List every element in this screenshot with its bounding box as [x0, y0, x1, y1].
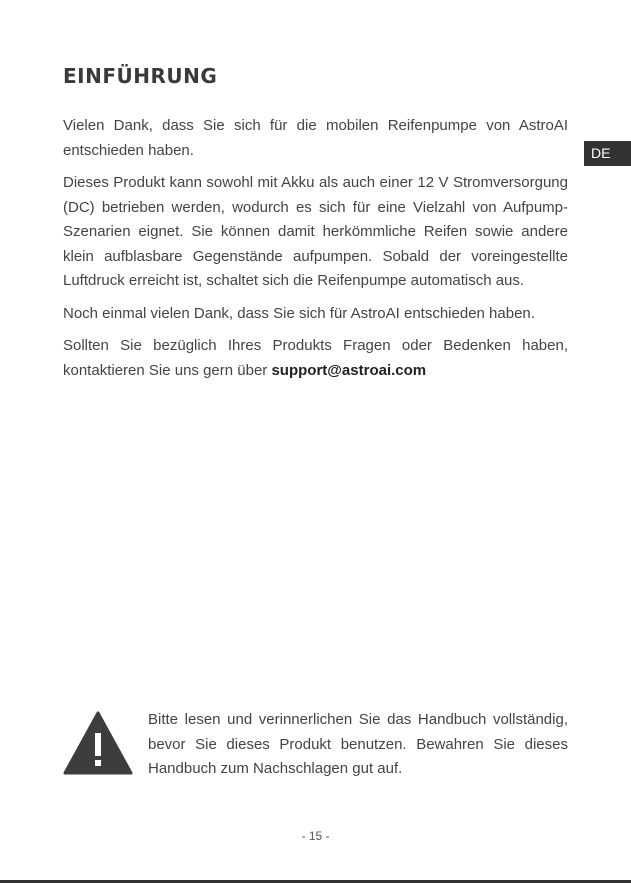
- language-tab: DE: [584, 141, 631, 166]
- paragraph-product-description: Dieses Produkt kann sowohl mit Akku als auch einer 12 V Stromversorgung (DC) betrieben werden, wodurch es sich für eine Vielzahl von Aufpump-Szenarien eignet. Sie können damit herkömmliche Reifen sowie andere klein aufblasbare Gegenstände aufpumpen. Sobald der voreingestellte Luftdruck erreicht ist, schaltet sich die Reifenpumpe automatisch aus.: [63, 174, 568, 289]
- contact-text: Sollten Sie bezüglich Ihres Produkts Fragen oder Bedenken haben, kontaktieren Sie uns gern über: [63, 337, 568, 379]
- page-number: - 15 -: [301, 829, 330, 843]
- paragraph-thanks-again: Noch einmal vielen Dank, dass Sie sich für AstroAI entschieden haben.: [63, 304, 535, 322]
- paragraph-thanks: Vielen Dank, dass Sie sich für die mobilen Reifenpumpe von AstroAI entschieden haben.: [63, 117, 568, 159]
- warning-text: Bitte lesen und verinnerlichen Sie das Handbuch vollständig, bevor Sie dieses Produkt benutzen. Bewahren Sie dieses Handbuch zum Nachschlagen gut auf.: [148, 711, 568, 777]
- warning-triangle-icon: [63, 711, 133, 775]
- paragraph-contact: [63, 334, 568, 383]
- intro-body: [63, 114, 568, 391]
- warning-notice: [63, 708, 568, 788]
- support-email-link[interactable]: support@astroai.com: [271, 361, 427, 379]
- page-title: EINFÜHRUNG: [63, 64, 218, 88]
